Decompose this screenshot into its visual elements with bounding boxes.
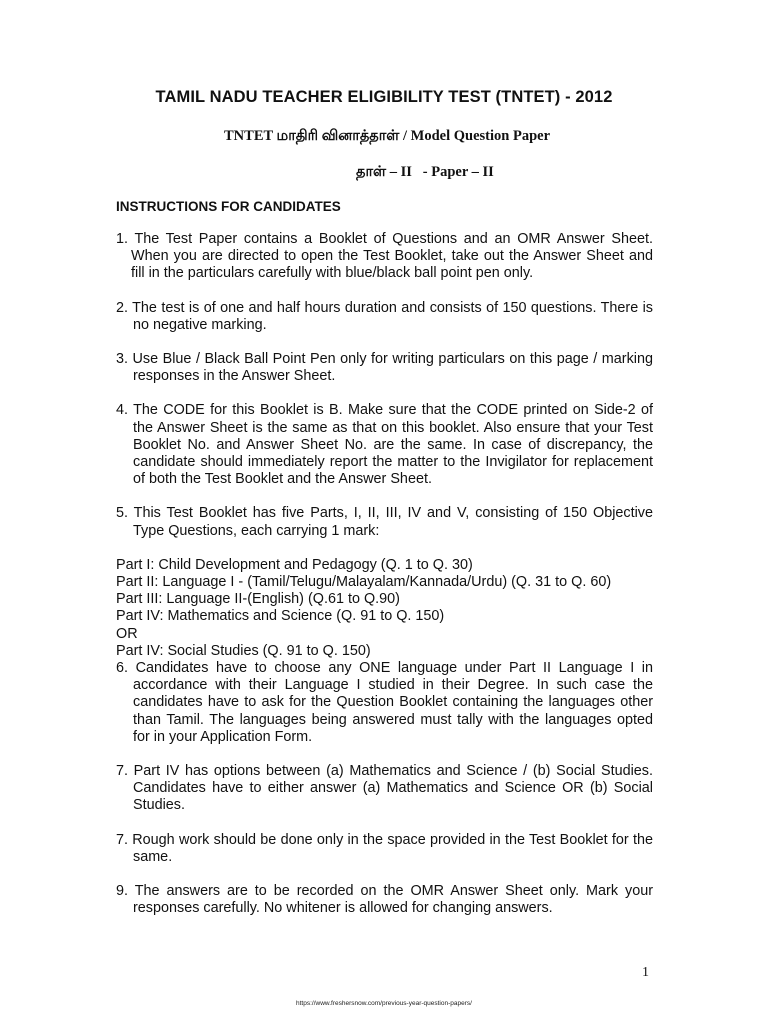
footer-url[interactable]: https://www.freshersnow.com/previous-year-question-papers/ bbox=[296, 1000, 472, 1007]
instructions-list-top bbox=[116, 231, 653, 918]
part-line: Part IV: Social Studies (Q. 91 to Q. 150) bbox=[116, 642, 371, 659]
part-line: Part III: Language II-(English) (Q.61 to Q.90) bbox=[116, 591, 400, 608]
part-line: Part I: Child Development and Pedagogy (Q. 1 to Q. 30) bbox=[116, 556, 473, 573]
instruction-item: 7. Rough work should be done only in the space provided in the Test Booklet for the same. bbox=[116, 831, 653, 865]
instruction-item: 7. Part IV has options between (a) Mathematics and Science / (b) Social Studies. Candidates have to either answer (a) Mathematics and Science OR (b) Social Studies. bbox=[116, 763, 653, 814]
instruction-item: 1. The Test Paper contains a Booklet of Questions and an OMR Answer Sheet. When you are directed to open the Test Booklet, take out the Answer Sheet and fill in the particulars carefully with blue/black ball point pen only. bbox=[116, 231, 653, 282]
instruction-item: 4. The CODE for this Booklet is B. Make sure that the CODE printed on Side-2 of the Answer Sheet is the same as that on this booklet. Also ensure that your Test Booklet No. and Answer Sheet No. are the same. In case of discrepancy, the candidate should immediately report the matter to the Invigilator for replacement of both the Test Booklet and the Answer Sheet. bbox=[116, 402, 653, 488]
document-subtitle: TNTET மாதிரி வினாத்தாள் / Model Question Paper bbox=[224, 128, 551, 144]
paper-designation: தாள் – II - Paper – II bbox=[356, 164, 494, 180]
instruction-item: 6. Candidates have to choose any ONE language under Part II Language I in accordance with their Language I studied in their Degree. In such case the candidates have to ask for the Question Booklet containing the languages other than Tamil. The languages being answered must tally with the languages opted for in your Application Form. bbox=[116, 660, 653, 745]
part-or: OR bbox=[116, 625, 138, 642]
instructions-heading: INSTRUCTIONS FOR CANDIDATES bbox=[116, 199, 341, 214]
instruction-item: 5. This Test Booklet has five Parts, I, II, III, IV and V, consisting of 150 Objective Type Questions, each carrying 1 mark: bbox=[116, 505, 653, 539]
page-number: 1 bbox=[642, 965, 649, 980]
instruction-item: 3. Use Blue / Black Ball Point Pen only for writing particulars on this page / marking responses in the Answer Sheet. bbox=[116, 351, 653, 385]
part-line: Part II: Language I - (Tamil/Telugu/Malayalam/Kannada/Urdu) (Q. 31 to Q. 60) bbox=[116, 574, 612, 591]
instruction-item: 9. The answers are to be recorded on the OMR Answer Sheet only. Mark your responses carefully. No whitener is allowed for changing answers. bbox=[116, 883, 653, 917]
part-line: Part IV: Mathematics and Science (Q. 91 to Q. 150) bbox=[116, 608, 445, 625]
instruction-item: 2. The test is of one and half hours duration and consists of 150 questions. There is no negative marking. bbox=[116, 299, 653, 333]
document-title: TAMIL NADU TEACHER ELIGIBILITY TEST (TNTET) - 2012 bbox=[155, 88, 613, 106]
